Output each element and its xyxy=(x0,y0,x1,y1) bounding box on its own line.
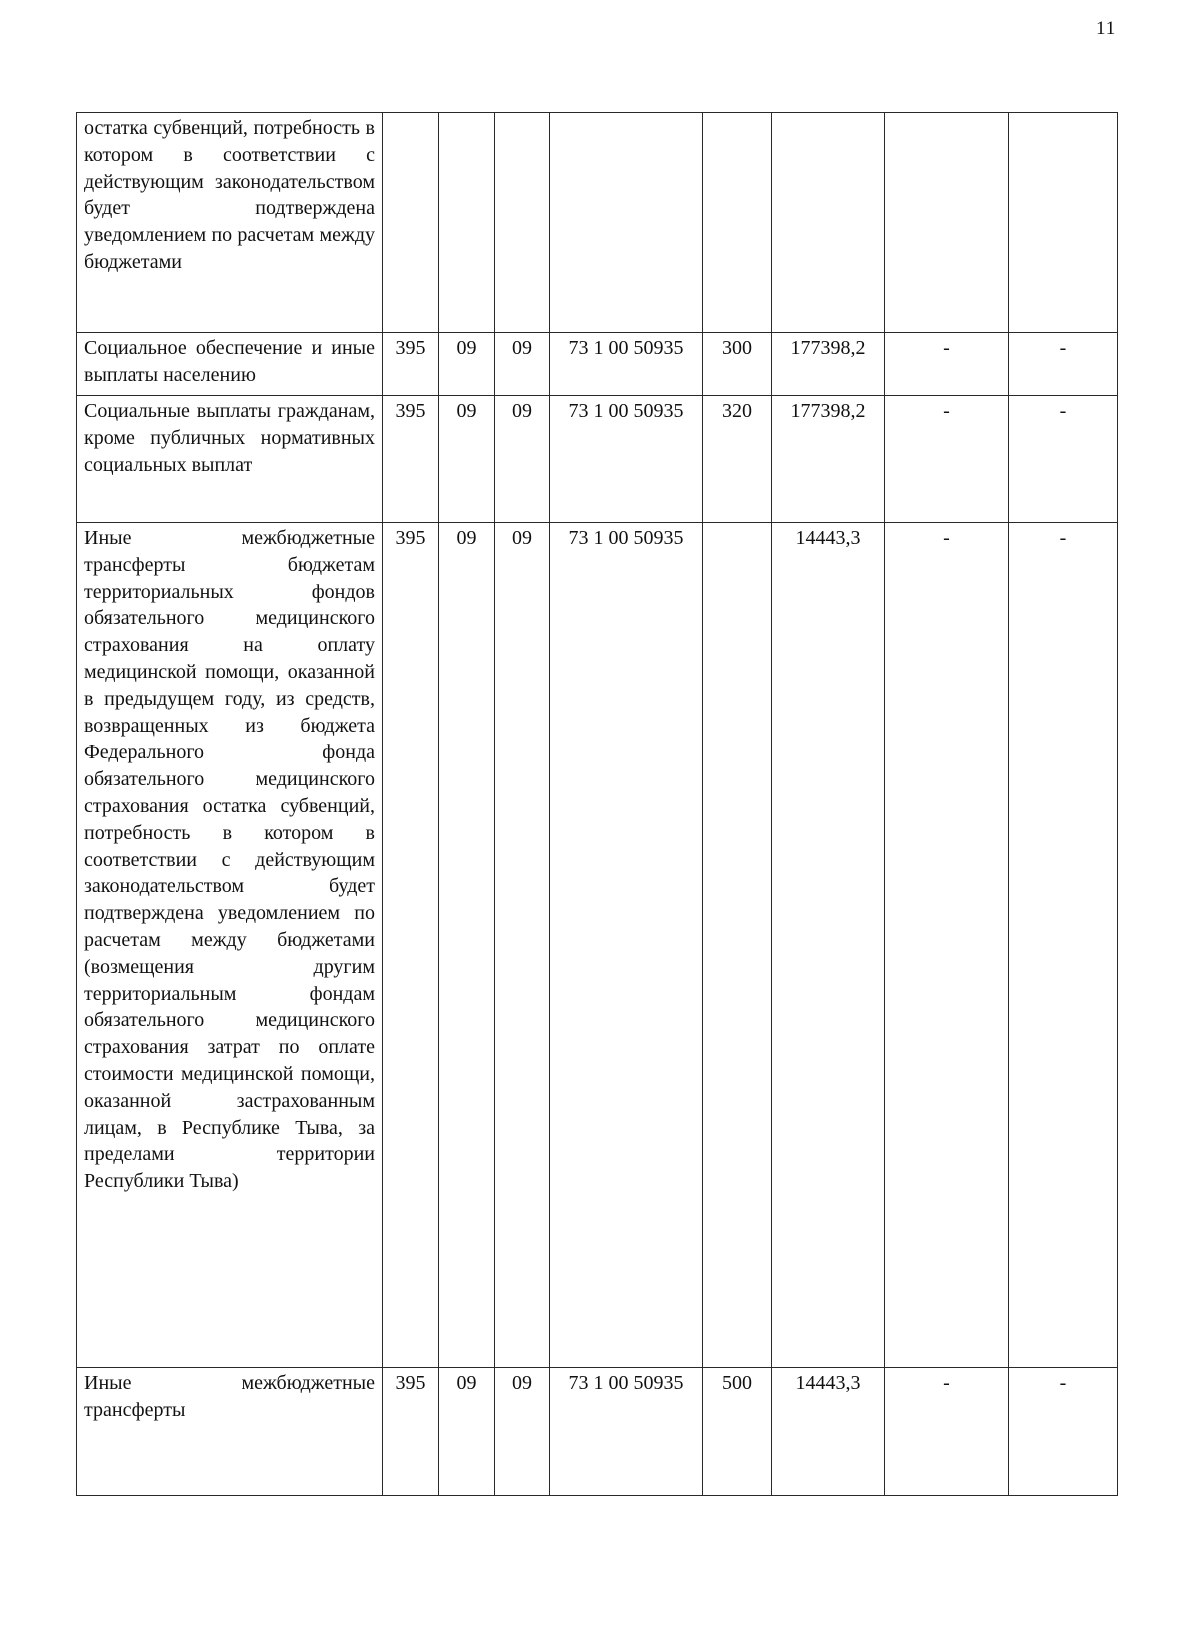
amount-year-3: - xyxy=(1009,396,1118,523)
amount-year-2: - xyxy=(885,333,1009,396)
amount-year-3: - xyxy=(1009,1368,1118,1496)
row-description: Социальные выплаты гражданам, кроме публичных нормативных социальных выплат xyxy=(77,396,383,523)
section-code xyxy=(439,113,495,333)
subsection-code: 09 xyxy=(495,1368,550,1496)
section-code: 09 xyxy=(439,333,495,396)
admin-code xyxy=(383,113,439,333)
amount: 177398,2 xyxy=(772,396,885,523)
table-row xyxy=(77,523,1118,1368)
row-description: Социальное обеспечение и иные выплаты населению xyxy=(77,333,383,396)
target-code: 73 1 00 50935 xyxy=(550,333,703,396)
expense-type-code xyxy=(703,523,772,1368)
amount-year-2: - xyxy=(885,396,1009,523)
section-code: 09 xyxy=(439,523,495,1368)
table-row xyxy=(77,113,1118,333)
amount-year-3: - xyxy=(1009,333,1118,396)
subsection-code xyxy=(495,113,550,333)
amount xyxy=(772,113,885,333)
expense-type-code: 500 xyxy=(703,1368,772,1496)
amount-year-2 xyxy=(885,113,1009,333)
amount-year-2: - xyxy=(885,1368,1009,1496)
amount-year-2: - xyxy=(885,523,1009,1368)
subsection-code: 09 xyxy=(495,333,550,396)
amount-year-3 xyxy=(1009,113,1118,333)
section-code: 09 xyxy=(439,1368,495,1496)
target-code: 73 1 00 50935 xyxy=(550,396,703,523)
admin-code: 395 xyxy=(383,396,439,523)
section-code: 09 xyxy=(439,396,495,523)
expense-type-code: 320 xyxy=(703,396,772,523)
table-row xyxy=(77,396,1118,523)
admin-code: 395 xyxy=(383,523,439,1368)
row-description: Иные межбюджетные трансферты бюджетам территориальных фондов обязательного медицинского страхования на оплату медицинской помощи, оказанной в предыдущем году, из средств, возвращенных из бюджета Федерального фонда обязательного медицинского страхования остатка субвенций, потребность в котором в соответствии с действующим законодательством будет подтверждена уведомлением по расчетам между бюджетами (возмещения другим территориальным фондам обязательного медицинского страхования затрат по оплате стоимости медицинской помощи, оказанной застрахованным лицам, в Республике Тыва, за пределами территории Республики Тыва) xyxy=(77,523,383,1368)
subsection-code: 09 xyxy=(495,396,550,523)
amount: 14443,3 xyxy=(772,523,885,1368)
target-code xyxy=(550,113,703,333)
subsection-code: 09 xyxy=(495,523,550,1368)
amount: 177398,2 xyxy=(772,333,885,396)
expense-type-code xyxy=(703,113,772,333)
row-description: остатка субвенций, потребность в котором в соответствии с действующим законодательством будет подтверждена уведомлением по расчетам между бюджетами xyxy=(77,113,383,333)
amount-year-3: - xyxy=(1009,523,1118,1368)
admin-code: 395 xyxy=(383,333,439,396)
target-code: 73 1 00 50935 xyxy=(550,523,703,1368)
table-row xyxy=(77,1368,1118,1496)
table-row xyxy=(77,333,1118,396)
target-code: 73 1 00 50935 xyxy=(550,1368,703,1496)
admin-code: 395 xyxy=(383,1368,439,1496)
expense-type-code: 300 xyxy=(703,333,772,396)
amount: 14443,3 xyxy=(772,1368,885,1496)
row-description: Иные межбюджетные трансферты xyxy=(77,1368,383,1496)
budget-table xyxy=(76,112,1118,1496)
page-number: 11 xyxy=(1096,18,1117,39)
